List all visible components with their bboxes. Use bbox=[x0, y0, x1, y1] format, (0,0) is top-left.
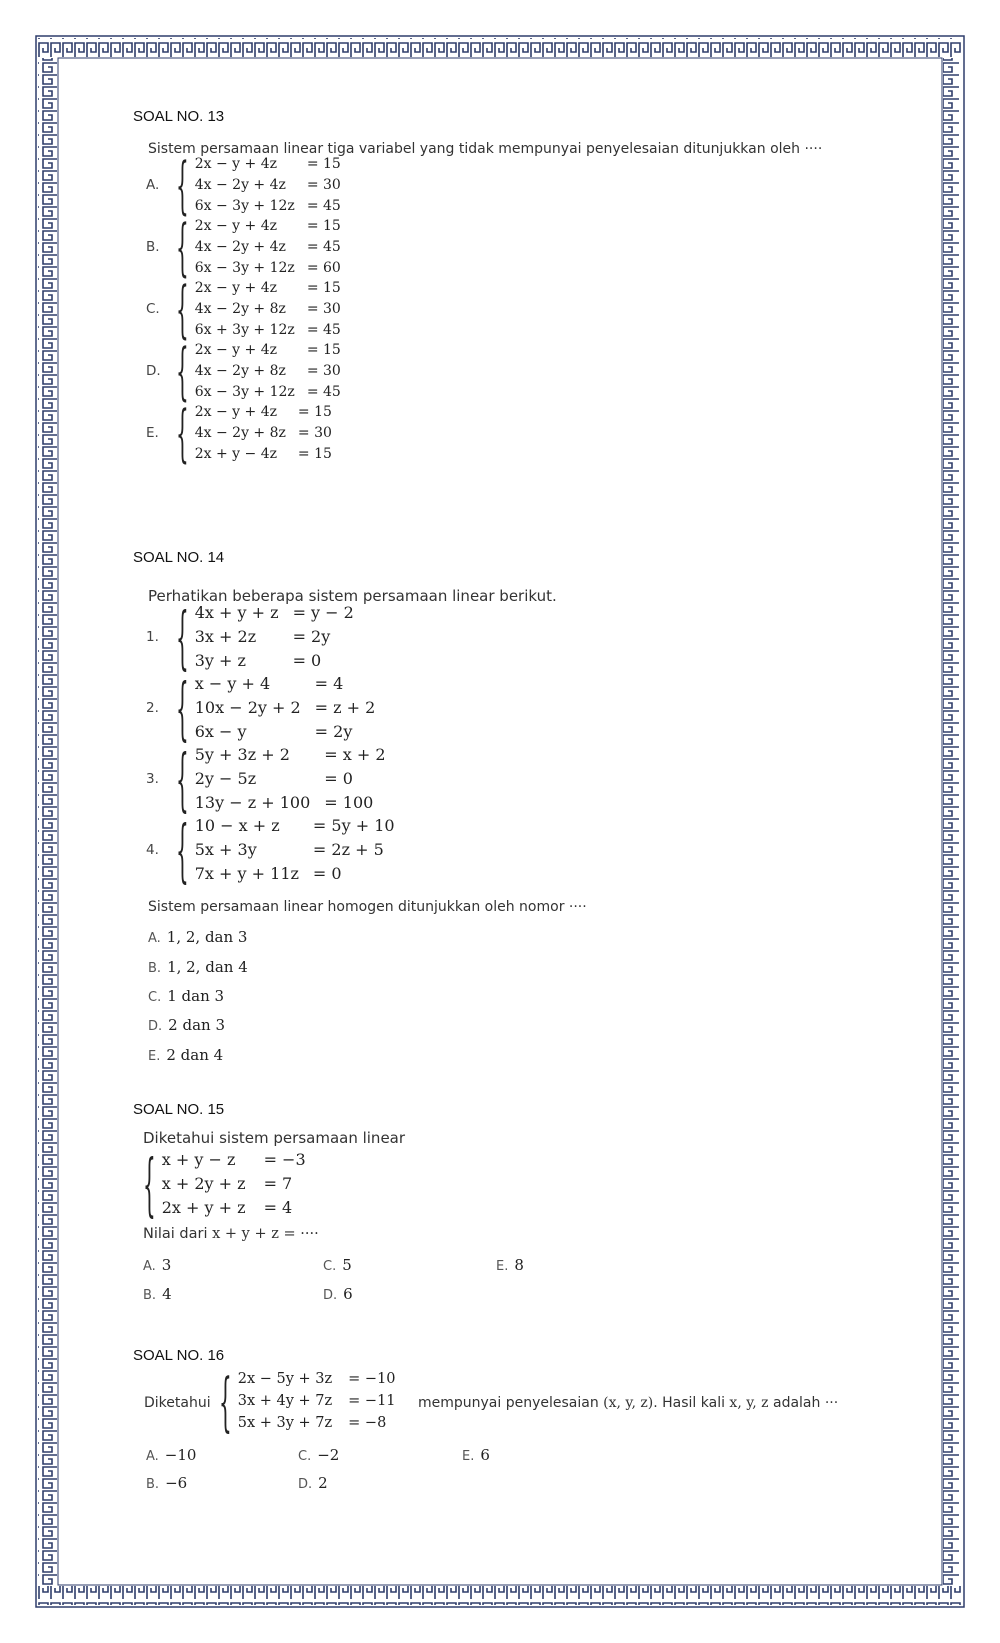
left-brace: { bbox=[176, 808, 189, 891]
equation-rhs: = 2y bbox=[314, 721, 353, 741]
equation-rhs: = 4 bbox=[263, 1197, 293, 1217]
choice-value: 4 bbox=[162, 1285, 172, 1303]
equation-row bbox=[195, 422, 332, 443]
answer-choice bbox=[148, 1046, 223, 1064]
question-expression: x, y, z bbox=[729, 1395, 769, 1411]
equation-row bbox=[195, 601, 354, 625]
equation-row bbox=[195, 236, 341, 257]
equation-rhs: = x + 2 bbox=[324, 745, 386, 765]
choice-key: B. bbox=[146, 1477, 160, 1492]
equation-lhs: 6x − 3y + 12z bbox=[194, 383, 295, 400]
equation-rhs: = 15 bbox=[306, 155, 341, 172]
answer-choice bbox=[148, 928, 247, 946]
choice-value: 2 dan 4 bbox=[166, 1046, 224, 1064]
answer-choice bbox=[146, 1474, 187, 1492]
equation-row bbox=[195, 298, 341, 319]
answer-choice bbox=[462, 1446, 490, 1464]
q14-system-1 bbox=[146, 595, 354, 678]
left-brace: { bbox=[176, 147, 189, 222]
equation-row bbox=[238, 1390, 396, 1412]
equation-lhs: 6x + 3y + 12z bbox=[194, 321, 295, 338]
answer-choice bbox=[146, 1446, 196, 1464]
q13-option-c bbox=[146, 271, 341, 346]
equation-row bbox=[195, 319, 341, 340]
left-brace: { bbox=[176, 737, 189, 820]
left-brace: { bbox=[176, 209, 189, 284]
equation-lhs: 10x − 2y + 2 bbox=[194, 698, 301, 718]
equation-rhs: = 15 bbox=[306, 279, 341, 296]
equation-lhs: x + y − z bbox=[161, 1150, 236, 1170]
choice-key: E. bbox=[462, 1449, 475, 1464]
q15-system bbox=[143, 1142, 306, 1225]
equation-rhs: = 15 bbox=[297, 445, 332, 462]
choice-key: C. bbox=[323, 1259, 337, 1274]
left-brace: { bbox=[176, 666, 189, 749]
equation-rhs: = 4 bbox=[314, 674, 344, 694]
left-brace: { bbox=[219, 1362, 232, 1440]
equation-row bbox=[195, 814, 395, 838]
answer-choice bbox=[298, 1474, 328, 1492]
equation-rhs: = 15 bbox=[297, 403, 332, 420]
choice-key: B. bbox=[148, 961, 162, 976]
option-label: C. bbox=[146, 300, 160, 317]
equation-rhs: = 45 bbox=[306, 321, 341, 338]
equation-lhs: 5x + 3y + 7z bbox=[237, 1415, 333, 1431]
equation-row bbox=[195, 174, 341, 195]
equation-rhs: = −11 bbox=[348, 1393, 396, 1409]
equation-lhs: 6x − y bbox=[194, 721, 247, 741]
answer-choice bbox=[143, 1256, 171, 1274]
choice-value: −6 bbox=[165, 1474, 188, 1492]
equation-row bbox=[195, 696, 376, 720]
q15-heading: SOAL NO. 15 bbox=[133, 1101, 225, 1118]
equation-lhs: 6x − 3y + 12z bbox=[194, 259, 295, 276]
equation-lhs: 13y − z + 100 bbox=[194, 792, 311, 812]
equation-rhs: = 2y bbox=[292, 627, 331, 647]
option-label: 4. bbox=[146, 841, 159, 858]
choice-value: −2 bbox=[317, 1446, 340, 1464]
equation-lhs: 10 − x + z bbox=[194, 816, 280, 836]
q13-option-a bbox=[146, 147, 341, 222]
question-text: Nilai dari bbox=[143, 1226, 208, 1242]
equation-row bbox=[238, 1412, 396, 1434]
equation-rhs: = 15 bbox=[306, 341, 341, 358]
equation-lhs: 4x − 2y + 4z bbox=[194, 238, 286, 255]
q14-prompt: Perhatikan beberapa sistem persamaan linear berikut. bbox=[148, 587, 557, 605]
equation-lhs: 2x − y + 4z bbox=[194, 341, 277, 358]
equation-lhs: 2x − y + 4z bbox=[194, 403, 277, 420]
equation-lhs: 4x − 2y + 8z bbox=[194, 300, 286, 317]
equation-rhs: = 15 bbox=[306, 217, 341, 234]
equation-row bbox=[195, 672, 376, 696]
equation-rhs: = 30 bbox=[297, 424, 332, 441]
choice-key: A. bbox=[143, 1259, 156, 1274]
equation-row bbox=[195, 153, 341, 174]
equation-rhs: = 0 bbox=[312, 863, 342, 883]
left-brace: { bbox=[176, 395, 189, 470]
equation-row bbox=[195, 401, 332, 422]
choice-key: D. bbox=[148, 1019, 163, 1034]
q14-system-2 bbox=[146, 666, 376, 749]
choice-value: 1, 2, dan 3 bbox=[166, 928, 248, 946]
q13-prompt: Sistem persamaan linear tiga variabel yang tidak mempunyai penyelesaian ditunjukkan oleh ···· bbox=[148, 141, 823, 157]
equation-rhs: = 5y + 10 bbox=[312, 816, 395, 836]
equation-row bbox=[195, 381, 341, 402]
question-text: . Hasil kali bbox=[653, 1395, 725, 1411]
option-label: D. bbox=[146, 362, 161, 379]
equation-rhs: = 60 bbox=[306, 259, 341, 276]
choice-key: D. bbox=[298, 1477, 313, 1492]
equation-lhs: 2x − y + 4z bbox=[194, 279, 277, 296]
option-label: 2. bbox=[146, 699, 159, 716]
equation-rhs: = 0 bbox=[324, 769, 353, 789]
choice-value: 6 bbox=[480, 1446, 490, 1464]
q13-option-e bbox=[146, 395, 332, 470]
q16-heading: SOAL NO. 16 bbox=[133, 1347, 225, 1364]
equation-rhs: = 0 bbox=[292, 650, 322, 670]
equation-lhs: 2x − 5y + 3z bbox=[237, 1371, 333, 1387]
equation-row bbox=[195, 215, 341, 236]
equation-rhs: = 100 bbox=[324, 792, 374, 812]
equation-row bbox=[195, 790, 386, 814]
equation-lhs: x + 2y + z bbox=[161, 1174, 246, 1194]
equation-lhs: 3x + 4y + 7z bbox=[237, 1393, 333, 1409]
choice-key: C. bbox=[298, 1449, 312, 1464]
q13-heading: SOAL NO. 13 bbox=[133, 108, 225, 125]
equation-row bbox=[162, 1172, 306, 1196]
answer-choice bbox=[323, 1285, 353, 1303]
q16-prefix: Diketahui bbox=[144, 1395, 211, 1411]
left-brace: { bbox=[176, 595, 189, 678]
equation-lhs: 5y + 3z + 2 bbox=[194, 745, 290, 765]
equation-rhs: = −10 bbox=[348, 1371, 396, 1387]
answer-choice bbox=[323, 1256, 352, 1274]
answer-choice bbox=[148, 987, 224, 1005]
choice-key: B. bbox=[143, 1288, 157, 1303]
equation-rhs: = 45 bbox=[306, 383, 341, 400]
equation-rhs: = 45 bbox=[306, 238, 341, 255]
choice-value: 2 bbox=[318, 1474, 328, 1492]
equation-lhs: 2y − 5z bbox=[194, 769, 257, 789]
equation-rhs: = 30 bbox=[306, 176, 341, 193]
equation-row bbox=[195, 719, 376, 743]
question-expression: (x, y, z) bbox=[603, 1395, 654, 1411]
answer-choice bbox=[143, 1285, 172, 1303]
choice-value: −10 bbox=[164, 1446, 197, 1464]
equation-lhs: 2x + y + z bbox=[161, 1197, 246, 1217]
left-brace: { bbox=[176, 271, 189, 346]
choice-value: 6 bbox=[343, 1285, 353, 1303]
answer-choice bbox=[298, 1446, 339, 1464]
left-brace: { bbox=[176, 333, 189, 408]
option-label: B. bbox=[146, 238, 160, 255]
equation-rhs: = 30 bbox=[306, 362, 341, 379]
equation-row bbox=[195, 767, 386, 791]
equation-row bbox=[195, 339, 341, 360]
equation-lhs: 5x + 3y bbox=[194, 840, 257, 860]
equation-rhs: = −8 bbox=[348, 1415, 387, 1431]
equation-row bbox=[162, 1195, 306, 1219]
equation-lhs: 7x + y + 11z bbox=[194, 863, 299, 883]
equation-rhs: = −3 bbox=[263, 1150, 306, 1170]
choice-key: E. bbox=[496, 1259, 509, 1274]
equation-row bbox=[195, 625, 354, 649]
q14-system-3 bbox=[146, 737, 386, 820]
answer-choice bbox=[148, 1016, 225, 1034]
equation-lhs: 3y + z bbox=[194, 650, 246, 670]
choice-value: 2 dan 3 bbox=[168, 1016, 225, 1034]
choice-value: 5 bbox=[342, 1256, 352, 1274]
equation-rhs: = y − 2 bbox=[292, 603, 354, 623]
equation-row bbox=[195, 861, 395, 885]
equation-row bbox=[195, 360, 341, 381]
equation-rhs: = 30 bbox=[306, 300, 341, 317]
equation-lhs: 4x + y + z bbox=[194, 603, 279, 623]
equation-rhs: = 45 bbox=[306, 197, 341, 214]
equation-row bbox=[195, 443, 332, 464]
choice-value: 3 bbox=[161, 1256, 172, 1274]
equation-row bbox=[162, 1148, 306, 1172]
equation-rhs: = 2z + 5 bbox=[312, 840, 384, 860]
q14-system-4 bbox=[146, 808, 395, 891]
choice-key: D. bbox=[323, 1288, 338, 1303]
question-text: adalah ··· bbox=[773, 1395, 839, 1411]
q14-heading: SOAL NO. 14 bbox=[133, 549, 225, 566]
equation-row bbox=[195, 195, 341, 216]
equation-row bbox=[238, 1368, 396, 1390]
equation-lhs: 3x + 2z bbox=[194, 627, 257, 647]
equation-row bbox=[195, 648, 354, 672]
q13-option-d bbox=[146, 333, 341, 408]
question-text: mempunyai penyelesaian bbox=[418, 1395, 599, 1411]
equation-row bbox=[195, 277, 341, 298]
option-label: 3. bbox=[146, 770, 159, 787]
equation-lhs: 2x + y − 4z bbox=[194, 445, 277, 462]
equation-lhs: 4x − 2y + 8z bbox=[194, 424, 286, 441]
choice-key: A. bbox=[148, 931, 161, 946]
choice-key: C. bbox=[148, 990, 162, 1005]
q16-system bbox=[219, 1362, 396, 1440]
choice-value: 1 dan 3 bbox=[167, 987, 225, 1005]
equation-lhs: 4x − 2y + 8z bbox=[194, 362, 286, 379]
q16-question bbox=[418, 1395, 838, 1411]
option-label: 1. bbox=[146, 628, 159, 645]
option-label: E. bbox=[146, 424, 159, 441]
choice-value: 1, 2, dan 4 bbox=[167, 958, 248, 976]
left-brace: { bbox=[143, 1142, 156, 1225]
q15-question bbox=[143, 1226, 319, 1242]
question-expression: x + y + z = ···· bbox=[212, 1226, 319, 1242]
equation-row bbox=[195, 257, 341, 278]
option-label: A. bbox=[146, 176, 160, 193]
equation-lhs: 2x − y + 4z bbox=[194, 155, 277, 172]
q14-question: Sistem persamaan linear homogen ditunjukkan oleh nomor ···· bbox=[148, 899, 587, 915]
equation-lhs: 4x − 2y + 4z bbox=[194, 176, 286, 193]
equation-row bbox=[195, 838, 395, 862]
equation-lhs: 6x − 3y + 12z bbox=[194, 197, 295, 214]
equation-row bbox=[195, 743, 386, 767]
answer-choice bbox=[496, 1256, 524, 1274]
q15-prompt: Diketahui sistem persamaan linear bbox=[143, 1129, 406, 1147]
choice-key: A. bbox=[146, 1449, 159, 1464]
equation-lhs: 2x − y + 4z bbox=[194, 217, 277, 234]
choice-key: E. bbox=[148, 1049, 161, 1064]
choice-value: 8 bbox=[514, 1256, 524, 1274]
equation-rhs: = z + 2 bbox=[314, 698, 376, 718]
equation-lhs: x − y + 4 bbox=[194, 674, 271, 694]
equation-rhs: = 7 bbox=[263, 1174, 293, 1194]
answer-choice bbox=[148, 958, 248, 976]
q13-option-b bbox=[146, 209, 341, 284]
